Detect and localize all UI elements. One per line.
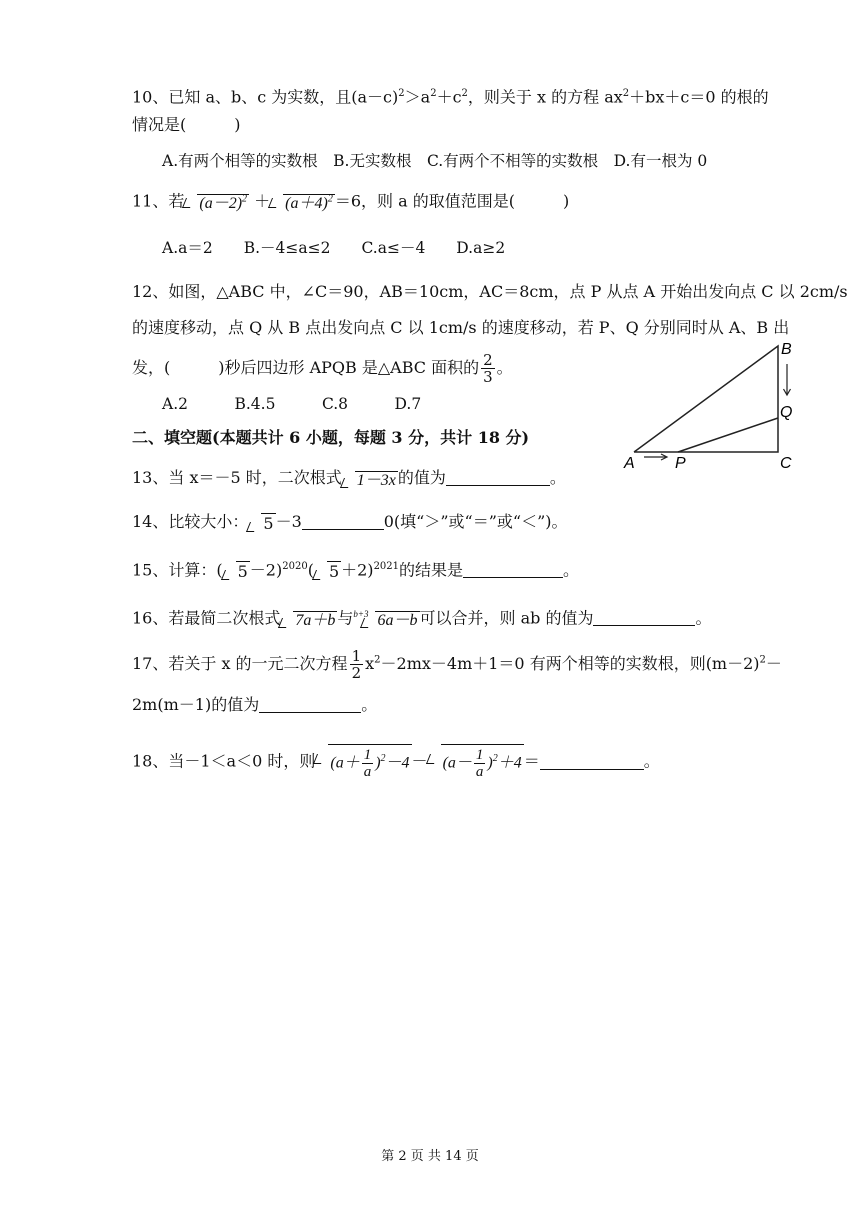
q12-frac-num: 2 bbox=[483, 351, 493, 369]
q17-fraction bbox=[350, 648, 364, 681]
q11-plus: ＋ bbox=[254, 191, 271, 211]
q11-options: A.a＝2 B.－4≤a≤2 C.a≤－4 D.a≥2 bbox=[162, 239, 506, 257]
q10-text-c: ＋c bbox=[436, 87, 462, 107]
q15-answer-blank[interactable] bbox=[463, 561, 563, 578]
q16-suffix: 可以合并，则 ab 的值为 bbox=[419, 608, 594, 628]
q17-sup: 2 bbox=[374, 654, 381, 666]
q18-answer-blank[interactable] bbox=[540, 753, 644, 770]
q17-b: －2mx－4m＋1＝0 有两个相等的实数根，则(m－2) bbox=[380, 654, 760, 673]
q15-radical-2 bbox=[314, 560, 341, 584]
q18-frac1-num: 1 bbox=[363, 747, 372, 764]
q15-prefix: 15、计算：( bbox=[132, 560, 223, 580]
q15-a: －2) bbox=[249, 560, 283, 580]
triangle-abc bbox=[634, 346, 778, 452]
q10-sup3: 2 bbox=[461, 88, 468, 99]
q12-options: A.2 B.4.5 C.8 D.7 bbox=[162, 395, 422, 413]
q17-sup2: 2 bbox=[759, 654, 766, 666]
q11-radical-2 bbox=[270, 188, 335, 216]
q13-radical bbox=[342, 468, 398, 493]
label-q: Q bbox=[780, 404, 793, 421]
q17-frac-num: 1 bbox=[351, 647, 362, 665]
q14-line bbox=[132, 510, 568, 536]
q16-root-index: b+3 bbox=[353, 609, 369, 619]
q18-frac2-num: 1 bbox=[475, 747, 484, 764]
triangle-figure bbox=[620, 336, 800, 476]
q18-radical-2 bbox=[428, 744, 524, 780]
q13-answer-blank[interactable] bbox=[446, 469, 550, 486]
q17-line1 bbox=[132, 648, 782, 681]
q14-radical bbox=[248, 512, 275, 536]
label-p: P bbox=[675, 455, 686, 472]
q18-rad1-b: ) bbox=[375, 754, 381, 772]
q12-line3-end: 。 bbox=[496, 358, 513, 377]
q16-prefix: 16、若最简二次根式 bbox=[132, 608, 281, 628]
q11-suffix: ＝6，则 a 的取值范围是( ) bbox=[334, 191, 570, 211]
q12-line2: 的速度移动，点 Q 从 B 点出发向点 C 以 1cm/s 的速度移动，若 P、Q 分别同时从 A、B 出 bbox=[132, 318, 790, 337]
q17-line2 bbox=[132, 693, 377, 717]
label-b: B bbox=[781, 341, 792, 358]
q17-answer-blank[interactable] bbox=[259, 696, 361, 713]
q18-frac2-den: a bbox=[475, 764, 484, 781]
q15-rad2-body: 5 bbox=[328, 562, 340, 582]
segment-pq bbox=[678, 418, 778, 452]
q10-sup1: 2 bbox=[398, 88, 405, 99]
q18-frac-1 bbox=[362, 747, 374, 780]
q15-rad1-body: 5 bbox=[237, 562, 248, 582]
q18-radical-1 bbox=[315, 744, 411, 780]
q18-end: 。 bbox=[643, 751, 660, 771]
q18-rad1-body bbox=[328, 744, 411, 780]
q17-c: － bbox=[765, 654, 782, 673]
q15-b: ( bbox=[307, 560, 314, 580]
q13-suffix: 的值为 bbox=[397, 468, 446, 487]
q11-radical-1 bbox=[184, 188, 249, 216]
q18-rad1-a: (a＋ bbox=[330, 754, 360, 772]
q14-suffix: 0(填“＞”或“＝”或“＜”)。 bbox=[383, 512, 568, 531]
q16-answer-blank[interactable] bbox=[593, 609, 695, 626]
q13-end: 。 bbox=[549, 468, 566, 487]
q18-frac-2 bbox=[474, 747, 486, 780]
q17-frac-den: 2 bbox=[351, 664, 362, 682]
q15-sup1: 2020 bbox=[282, 561, 308, 572]
q10-text-e: ＋bx＋c＝0 的根的 bbox=[629, 87, 769, 107]
q10-line1 bbox=[132, 82, 769, 109]
q16-rad1-body: 7a＋b bbox=[295, 612, 336, 630]
q17-a: x bbox=[365, 654, 375, 673]
q14-mid: －3 bbox=[275, 512, 302, 531]
q18-frac1-den: a bbox=[363, 764, 372, 781]
q16-rad2-body: 6a－b bbox=[377, 612, 418, 630]
q15-line bbox=[132, 555, 579, 584]
q11-rad2-body: (a＋4) bbox=[285, 195, 328, 213]
q16-line bbox=[132, 602, 711, 633]
q18-prefix: 18、当－1＜a＜0 时，则 bbox=[132, 751, 316, 771]
q15-c: ＋2) bbox=[341, 560, 374, 580]
label-c: C bbox=[780, 455, 792, 472]
q15-end: 。 bbox=[563, 560, 580, 580]
q13-line bbox=[132, 466, 566, 493]
q12-frac-den: 3 bbox=[483, 368, 493, 386]
q17-prefix: 17、若关于 x 的一元二次方程 bbox=[132, 654, 348, 673]
q12-fraction bbox=[481, 352, 495, 385]
page-footer: 第 2 页 共 14 页 bbox=[381, 1149, 479, 1164]
q13-rad-body: 1－3x bbox=[356, 472, 396, 489]
q17-end: 。 bbox=[361, 695, 378, 714]
q16-mid: 与 bbox=[337, 608, 354, 628]
q10-line2: 情况是( ) bbox=[132, 115, 241, 134]
q18-rad1-sup: 2 bbox=[380, 753, 386, 764]
q11-line bbox=[132, 188, 569, 216]
q18-rad2-body bbox=[441, 744, 524, 780]
q10-options: A.有两个相等的实数根 B.无实数根 C.有两个不相等的实数根 D.有一根为 0 bbox=[162, 152, 708, 170]
q14-rad-body: 5 bbox=[263, 514, 274, 533]
q16-radical-2 bbox=[362, 608, 419, 633]
q18-rad2-c: ＋4 bbox=[497, 754, 522, 772]
q16-radical-1 bbox=[280, 608, 337, 633]
section-title: 二、填空题(本题共计 6 小题，每题 3 分，共计 18 分) bbox=[132, 428, 530, 447]
q12-line3 bbox=[132, 352, 513, 385]
q11-rad1-body: (a－2) bbox=[199, 195, 243, 213]
q14-prefix: 14、比较大小： bbox=[132, 512, 249, 531]
q11-prefix: 11、若 bbox=[132, 191, 185, 211]
q10-text-d: ，则关于 x 的方程 ax bbox=[467, 87, 623, 107]
q18-rad1-c: －4 bbox=[385, 754, 410, 772]
q18-rad2-a: (a－ bbox=[442, 754, 472, 772]
q18-eq: ＝ bbox=[523, 751, 540, 771]
q11-rad2-sup: 2 bbox=[327, 194, 333, 205]
q15-suffix: 的结果是 bbox=[399, 560, 464, 580]
label-a: A bbox=[624, 455, 635, 472]
q12-line1: 12、如图，△ABC 中，∠C＝90，AB＝10cm，AC＝8cm，点 P 从点 A 开始出发向点 C 以 2cm/s bbox=[132, 282, 848, 301]
q18-minus: － bbox=[411, 751, 428, 771]
q10-sup2: 2 bbox=[430, 88, 437, 99]
q10-sup4: 2 bbox=[622, 88, 630, 99]
q15-sup2: 2021 bbox=[373, 561, 400, 572]
q16-end: 。 bbox=[695, 608, 712, 628]
q15-radical-1 bbox=[223, 560, 250, 584]
q18-rad2-sup: 2 bbox=[492, 753, 498, 764]
q10-text-a: 10、已知 a、b、c 为实数，且(a－c) bbox=[132, 87, 399, 107]
q13-prefix: 13、当 x＝－5 时，二次根式 bbox=[132, 468, 342, 487]
q18-rad2-b: ) bbox=[487, 754, 493, 772]
q11-rad1-sup: 2 bbox=[242, 194, 248, 205]
q14-answer-blank[interactable] bbox=[302, 513, 384, 530]
q12-line3-text: 发，( )秒后四边形 APQB 是△ABC 面积的 bbox=[132, 358, 480, 377]
q18-line bbox=[132, 744, 660, 780]
q17-line2-text: 2m(m－1)的值为 bbox=[132, 695, 260, 714]
q10-text-b: ＞a bbox=[404, 87, 431, 107]
